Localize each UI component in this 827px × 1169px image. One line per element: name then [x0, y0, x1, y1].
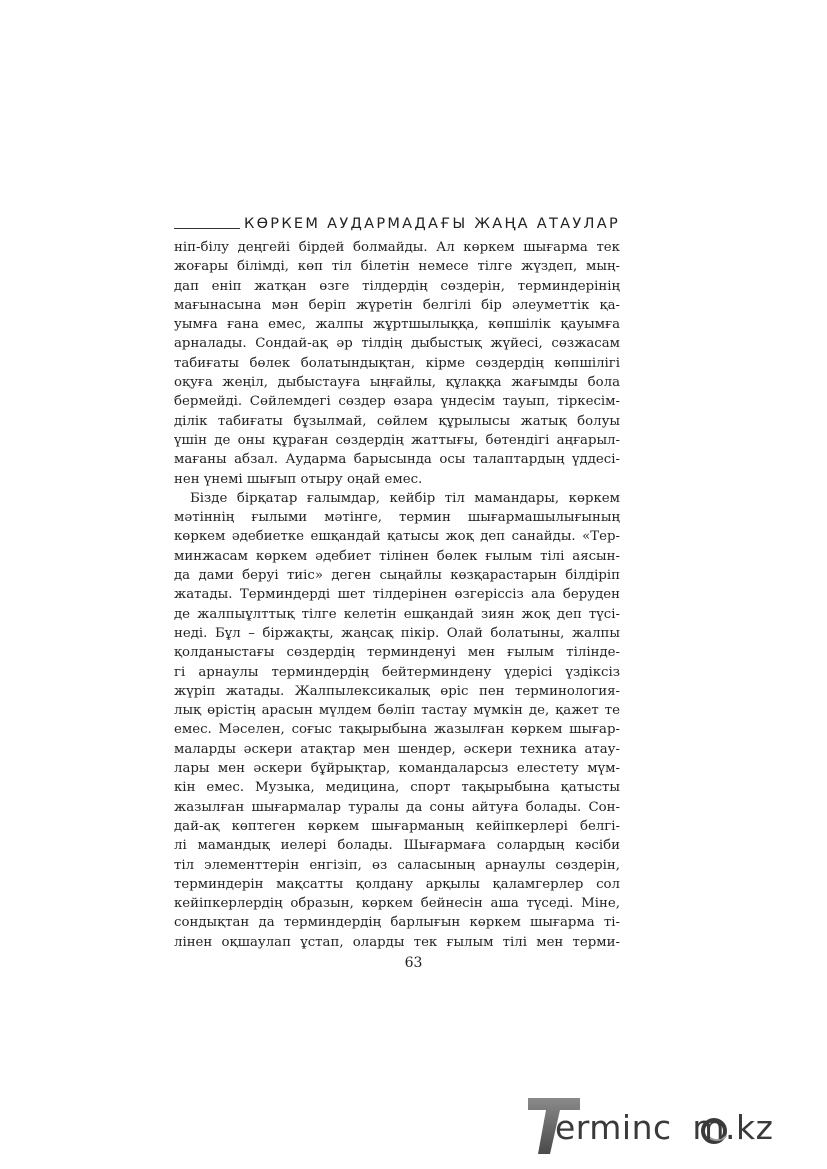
- text-line: лі мамандық иелері болады. Шығармаға солардың кәсіби: [174, 838, 620, 854]
- text-line: нен үнемі шығып отыру оңай емес.: [174, 471, 423, 487]
- text-line: жүріп жатады. Жалпылексикалық өріс пен терминология-: [174, 683, 620, 699]
- text-line: лық өрістің арасын мүлдем бөліп тастау мүмкін де, қажет те: [174, 703, 620, 719]
- running-header: [174, 210, 620, 232]
- page-number: 63: [404, 955, 423, 971]
- text-line: Бізде бірқатар ғалымдар, кейбір тіл мамандары, көркем: [190, 490, 620, 506]
- text-line: үшін де оны құраған сөздердің жаттығы, бөтендігі аңғарыл-: [174, 432, 620, 448]
- body-text: [174, 238, 620, 952]
- text-line: минжасам көркем әдебиет тілінен бөлек ғылым тілі аясын-: [174, 548, 620, 564]
- text-line: кін емес. Музыка, медицина, спорт тақырыбына қатысты: [174, 780, 620, 796]
- logo-text: erminc m.kz: [555, 1108, 774, 1147]
- text-line: мәтіннің ғылыми мәтінге, термин шығармашылығының: [174, 510, 620, 526]
- text-line: да дами беруі тиіс» деген сыңайлы көзқарастарын білдіріп: [174, 568, 620, 584]
- termincom-logo: [528, 1096, 818, 1156]
- text-line: неді. Бұл – біржақты, жаңсақ пікір. Олай болатыны, жалпы: [174, 625, 620, 641]
- text-line: дап еніп жатқан өзге тілдердің сөздерін, терминдерінің: [174, 278, 620, 294]
- header-rule: [174, 228, 240, 229]
- text-line: де жалпыұлттық тілге келетін ешқандай зиян жоқ деп түсі-: [174, 606, 620, 622]
- text-line: бермейді. Сөйлемдегі сөздер өзара үндесім тауып, тіркесім-: [174, 394, 620, 410]
- text-line: емес. Мәселен, соғыс тақырыбына жазылған көркем шығар-: [174, 722, 620, 738]
- text-line: жатады. Терминдерді шет тілдерінен өзгеріссіз ала беруден: [174, 587, 620, 603]
- text-line: сондықтан да терминдердің барлығын көркем шығарма ті-: [174, 915, 620, 931]
- text-line: көркем әдебиетке ешқандай қатысы жоқ деп санайды. «Тер-: [174, 529, 620, 545]
- text-line: маларды әскери атақтар мен шендер, әскери техника атау-: [174, 741, 620, 757]
- text-line: уымға ғана емес, жалпы жұртшылыққа, көпшілік қауымға: [174, 317, 620, 333]
- text-line: лары мен әскери бұйрықтар, командаларсыз елестету мүм-: [174, 761, 620, 777]
- text-line: жазылған шығармалар туралы да соны айтуға болады. Сон-: [174, 799, 620, 815]
- text-line: қолданыстағы сөздердің терминденуі мен ғылым тіліндe-: [174, 645, 620, 661]
- text-line: мағаны абзал. Аударма барысында осы талаптардың үддесі-: [174, 452, 620, 468]
- text-line: ділік табиғаты бұзылмай, сөйлем құрылысы жатық болуы: [174, 413, 620, 429]
- text-line: гі арнаулы терминдердің бейтерминдену үдерісі үздіксіз: [174, 664, 620, 680]
- text-line: дай-ақ көптеген көркем шығарманың кейіпкерлері белгі-: [174, 818, 620, 834]
- text-line: лінен оқшаулап ұстап, оларды тек ғылым тілі мен терми-: [174, 934, 620, 950]
- text-line: тіл элементтерін енгізіп, өз саласының арнаулы сөздерін,: [174, 857, 620, 873]
- text-line: арналады. Сондай-ақ әр тілдің дыбыстық жүйесі, сөзжасам: [174, 336, 620, 352]
- header-title: КӨРКЕМ АУДАРМАДАҒЫ ЖАҢА АТАУЛАР: [243, 216, 620, 232]
- text-line: оқуға жеңіл, дыбыстауға ыңғайлы, құлаққа жағымды бола: [174, 375, 620, 391]
- text-line: кейіпкерлердің образын, көркем бейнесін аша түседі. Міне,: [174, 896, 620, 912]
- text-line: жоғары білімді, көп тіл білетін немесе тілге жүздеп, мың-: [174, 259, 620, 275]
- text-line: терминдерін мақсатты қолдану арқылы қаламгерлер сол: [174, 876, 620, 892]
- text-line: ніп-білу деңгейі бірдей болмайды. Ал көркем шығарма тек: [174, 240, 620, 255]
- text-line: табиғаты бөлек болатындықтан, кірме сөздердің көпшілігі: [174, 355, 620, 371]
- text-line: мағынасына мән беріп жүретін белгілі бір әлеуметтік қа-: [174, 297, 620, 313]
